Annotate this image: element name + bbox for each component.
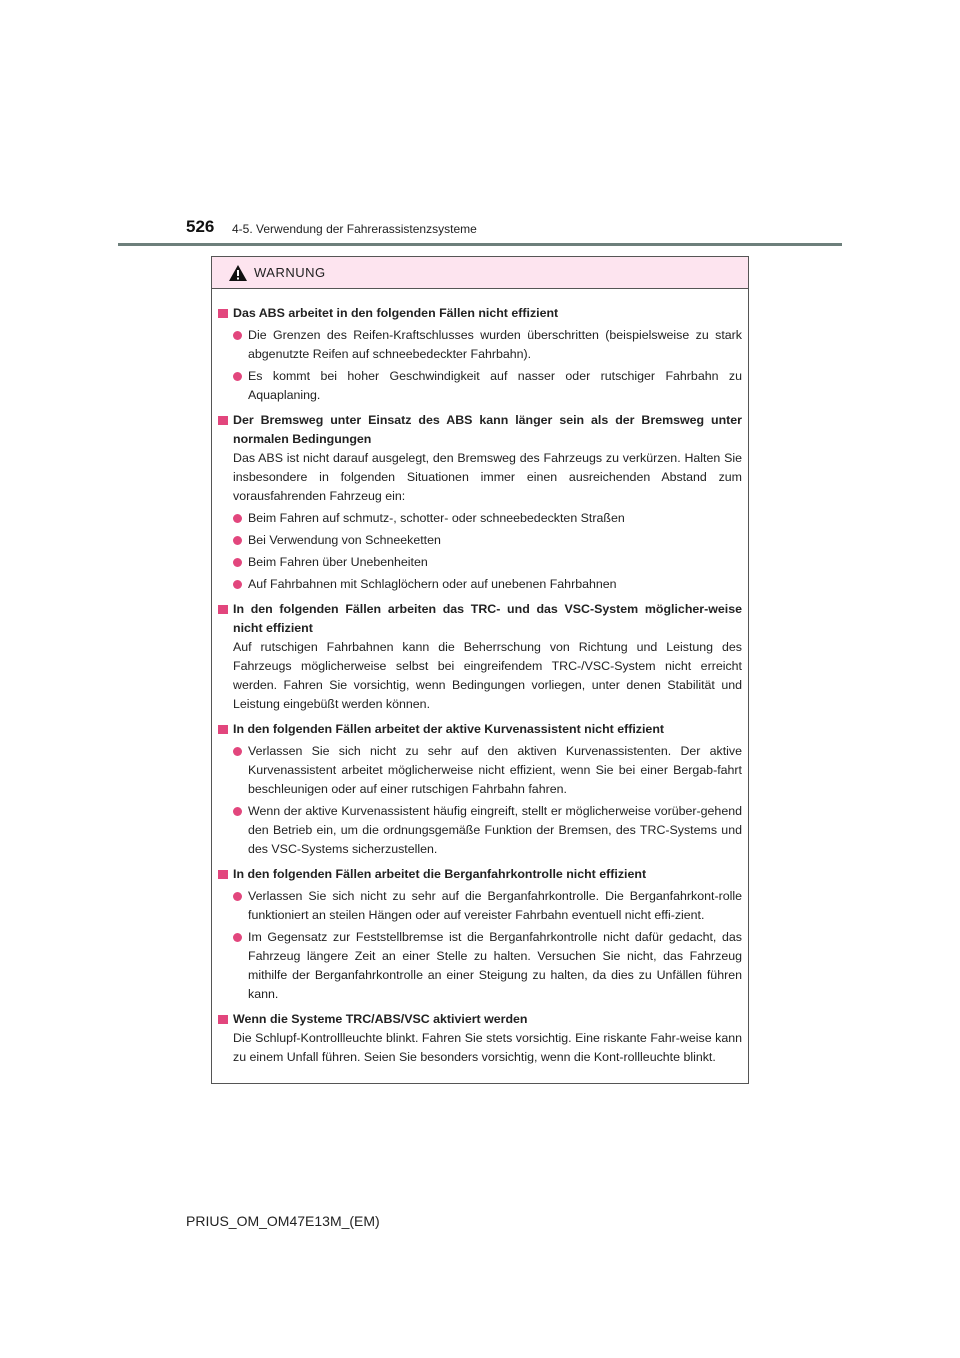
bullet-item <box>233 742 742 799</box>
header-rule <box>118 243 842 246</box>
bullet-text: Es kommt bei hoher Geschwindigkeit auf nasser oder rutschiger Fahrbahn zu Aquaplaning. <box>248 369 742 402</box>
bullet-text: Verlassen Sie sich nicht zu sehr auf den aktiven Kurvenassistenten. Der aktive Kurvenassistent arbeitet möglicherweise nicht effizient, wenn Sie bei einer Bergab-fahrt beschleunigen oder auf einer rutschigen Fahrbahn fahren. <box>248 744 742 796</box>
round-bullet-icon <box>233 747 242 756</box>
round-bullet-icon <box>233 580 242 589</box>
warning-item <box>218 411 742 449</box>
bullet-text: Bei Verwendung von Schneeketten <box>248 533 441 547</box>
warning-item-text: Auf rutschigen Fahrbahnen kann die Beherrschung von Richtung und Leistung des Fahrzeugs möglicherweise selbst bei eingreifendem TRC-/VSC-System nicht erreicht werden. Fahren Sie vorsichtig, wenn Bedingungen vorliegen, unter denen Stabilität und Leistung eingebüßt werden können. <box>233 640 742 711</box>
bullet-item <box>233 326 742 364</box>
bullet-item <box>233 367 742 405</box>
bullet-item <box>233 531 742 550</box>
bullet-text: Auf Fahrbahnen mit Schlaglöchern oder auf unebenen Fahrbahnen <box>248 577 617 591</box>
round-bullet-icon <box>233 536 242 545</box>
page-number: 526 <box>186 217 215 236</box>
round-bullet-icon <box>233 372 242 381</box>
warning-item <box>218 304 742 323</box>
warning-header <box>212 257 748 289</box>
bullet-item <box>233 553 742 572</box>
warning-item <box>218 1010 742 1029</box>
warning-item-heading: In den folgenden Fällen arbeiten das TRC- und das VSC-System möglicher-weise nicht effizient <box>233 602 742 635</box>
bullet-item <box>233 887 742 925</box>
square-bullet-icon <box>218 605 228 614</box>
bullet-item <box>233 509 742 528</box>
warning-item-heading: In den folgenden Fällen arbeitet die Berganfahrkontrolle nicht effizient <box>233 867 647 881</box>
warning-body <box>212 289 748 1067</box>
bullet-text: Beim Fahren über Unebenheiten <box>248 555 428 569</box>
bullet-text: Verlassen Sie sich nicht zu sehr auf die Berganfahrkontrolle. Die Berganfahrkont-rolle funktioniert an steilen Hängen oder auf vereister Fahrbahn eventuell nicht effi-zient. <box>248 889 742 922</box>
square-bullet-icon <box>218 416 228 425</box>
round-bullet-icon <box>233 892 242 901</box>
warning-item <box>218 720 742 739</box>
bullet-item <box>233 928 742 1004</box>
bullet-text: Die Grenzen des Reifen-Kraftschlusses wurden überschritten (beispielsweise zu stark abgenutzte Reifen auf schneebedeckter Fahrbahn). <box>248 328 742 361</box>
round-bullet-icon <box>233 933 242 942</box>
square-bullet-icon <box>218 725 228 734</box>
round-bullet-icon <box>233 558 242 567</box>
bullet-text: Wenn der aktive Kurvenassistent häufig eingreift, stellt er möglicherweise vorüber-gehend den Betrieb ein, um die ordnungsgemäße Funktion der Bremsen, des TRC-Systems und des VSC-Systems sicherzustellen. <box>248 804 742 856</box>
warning-item-text: Das ABS ist nicht darauf ausgelegt, den Bremsweg des Fahrzeugs zu verkürzen. Halten Sie insbesondere in folgenden Situationen immer einen ausreichenden Abstand zum vorausfahrenden Fahrzeug ein: <box>233 451 742 503</box>
warning-item-heading: Wenn die Systeme TRC/ABS/VSC aktiviert werden <box>233 1012 528 1026</box>
round-bullet-icon <box>233 807 242 816</box>
warning-item <box>218 865 742 884</box>
footer-document-code: PRIUS_OM_OM47E13M_(EM) <box>186 1213 380 1229</box>
bullet-item <box>233 802 742 859</box>
square-bullet-icon <box>218 870 228 879</box>
section-title: 4-5. Verwendung der Fahrerassistenzsysteme <box>232 222 477 236</box>
warning-title: WARNUNG <box>254 265 326 280</box>
warning-triangle-icon <box>228 264 248 282</box>
bullet-text: Im Gegensatz zur Feststellbremse ist die Berganfahrkontrolle nicht dafür gedacht, das Fahrzeug längere Zeit an einer Stelle zu halten. Versuchen Sie nicht, das Fahrzeug mithilfe der Berganfahrkontrolle an einer Steigung zu halten, da dies zu Unfällen führen kann. <box>248 930 742 1001</box>
warning-item-heading: In den folgenden Fällen arbeitet der aktive Kurvenassistent nicht effizient <box>233 722 665 736</box>
square-bullet-icon <box>218 309 228 318</box>
round-bullet-icon <box>233 514 242 523</box>
square-bullet-icon <box>218 1015 228 1024</box>
bullet-item <box>233 575 742 594</box>
warning-item-text: Die Schlupf-Kontrollleuchte blinkt. Fahren Sie stets vorsichtig. Eine riskante Fahr-weise kann zu einem Unfall führen. Seien Sie besonders vorsichtig, wenn die Kont-rollleuchte blinkt. <box>233 1031 742 1064</box>
bullet-text: Beim Fahren auf schmutz-, schotter- oder schneebedeckten Straßen <box>248 511 625 525</box>
warning-box <box>211 256 749 1084</box>
warning-item-heading: Das ABS arbeitet in den folgenden Fällen nicht effizient <box>233 306 559 320</box>
warning-item <box>218 600 742 638</box>
round-bullet-icon <box>233 331 242 340</box>
warning-item-heading: Der Bremsweg unter Einsatz des ABS kann länger sein als der Bremsweg unter normalen Bedingungen <box>233 413 742 446</box>
